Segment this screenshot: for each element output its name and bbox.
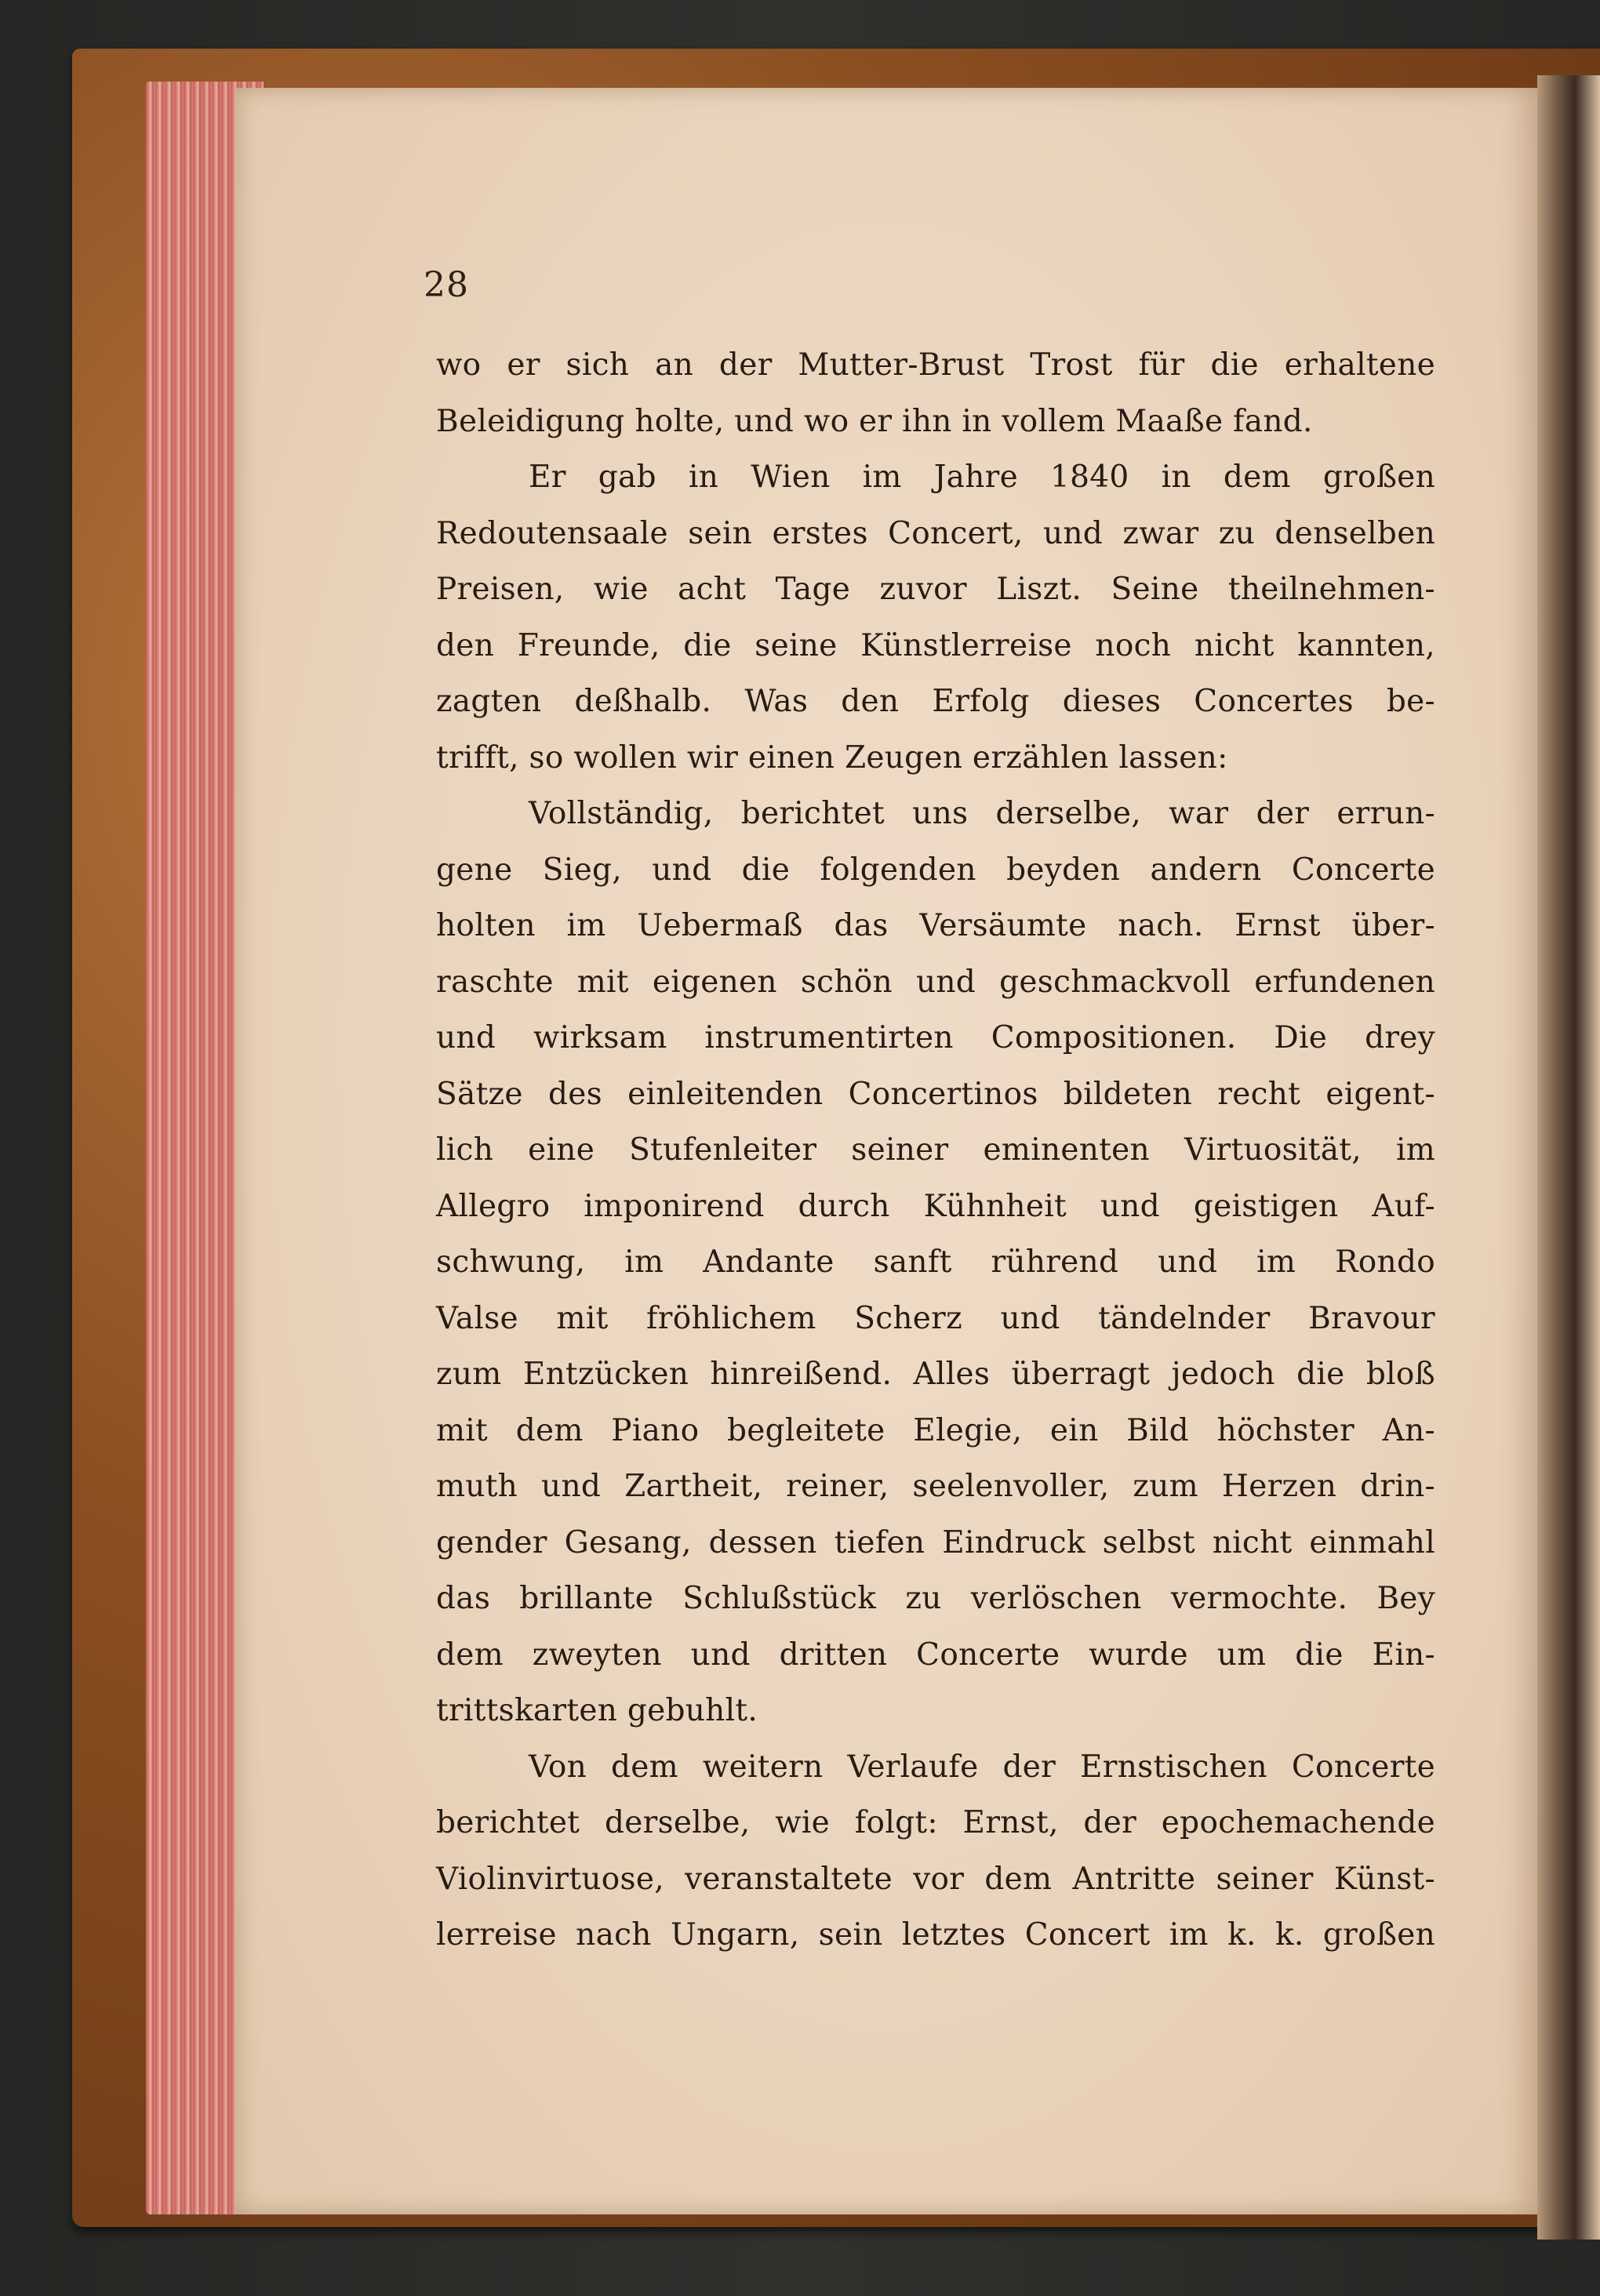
- text-line: das brillante Schlußstück zu verlöschen vermochte. Bey: [436, 1581, 1435, 1616]
- page-number: 28: [424, 265, 469, 305]
- text-line: gender Gesang, dessen tiefen Eindruck selbst nicht einmahl: [436, 1524, 1435, 1560]
- text-line: Vollständig, berichtet uns derselbe, war der errun-: [529, 796, 1435, 831]
- text-line: muth und Zartheit, reiner, seelenvoller, zum Herzen drin-: [436, 1469, 1435, 1504]
- text-line: gene Sieg, und die folgenden beyden andern Concerte: [436, 852, 1435, 888]
- text-line: Valse mit fröhlichem Scherz und tändelnder Bravour: [436, 1300, 1435, 1336]
- text-line: Er gab in Wien im Jahre 1840 in dem großen: [529, 460, 1435, 495]
- text-line: dem zweyten und dritten Concerte wurde um die Ein-: [436, 1637, 1435, 1673]
- text-line: Beleidigung holte, und wo er ihn in vollem Maaße fand.: [436, 403, 1313, 439]
- text-line: zagten deßhalb. Was den Erfolg dieses Concertes be-: [436, 684, 1435, 719]
- text-line: Von dem weitern Verlaufe der Ernstischen Concerte: [529, 1749, 1435, 1785]
- text-line: den Freunde, die seine Künstlerreise noch nicht kannten,: [436, 627, 1435, 663]
- text-line: berichtet derselbe, wie folgt: Ernst, der epochemachende: [436, 1805, 1435, 1840]
- text-line: lerreise nach Ungarn, sein letztes Concert im k. k. großen: [436, 1917, 1435, 1953]
- book-gutter: [1537, 75, 1600, 2240]
- text-line: schwung, im Andante sanft rührend und im Rondo: [436, 1244, 1435, 1280]
- text-line: Redoutensaale sein erstes Concert, und zwar zu denselben: [436, 515, 1435, 551]
- text-line: wo er sich an der Mutter-Brust Trost für die erhaltene: [436, 347, 1435, 383]
- text-line: Sätze des einleitenden Concertinos bildeten recht eigent-: [436, 1076, 1435, 1112]
- text-line: Allegro imponirend durch Kühnheit und geistigen Auf-: [436, 1188, 1435, 1224]
- text-line: mit dem Piano begleitete Elegie, ein Bild höchster An-: [436, 1412, 1435, 1448]
- body-text: [436, 337, 1435, 1964]
- text-line: trittskarten gebuhlt.: [436, 1693, 758, 1728]
- text-line: raschte mit eigenen schön und geschmackvoll erfundenen: [436, 964, 1435, 1000]
- text-line: Violinvirtuose, veranstaltete vor dem Antritte seiner Künst-: [436, 1861, 1435, 1897]
- text-line: Preisen, wie acht Tage zuvor Liszt. Seine theilnehmen-: [436, 572, 1435, 607]
- text-line: holten im Uebermaß das Versäumte nach. Ernst über-: [436, 908, 1435, 943]
- text-line: trifft, so wollen wir einen Zeugen erzählen lassen:: [436, 739, 1228, 776]
- text-line: und wirksam instrumentirten Compositionen. Die drey: [436, 1020, 1435, 1055]
- text-line: lich eine Stufenleiter seiner eminenten Virtuosität, im: [436, 1132, 1435, 1168]
- text-line: zum Entzücken hinreißend. Alles überragt jedoch die bloß: [436, 1357, 1435, 1392]
